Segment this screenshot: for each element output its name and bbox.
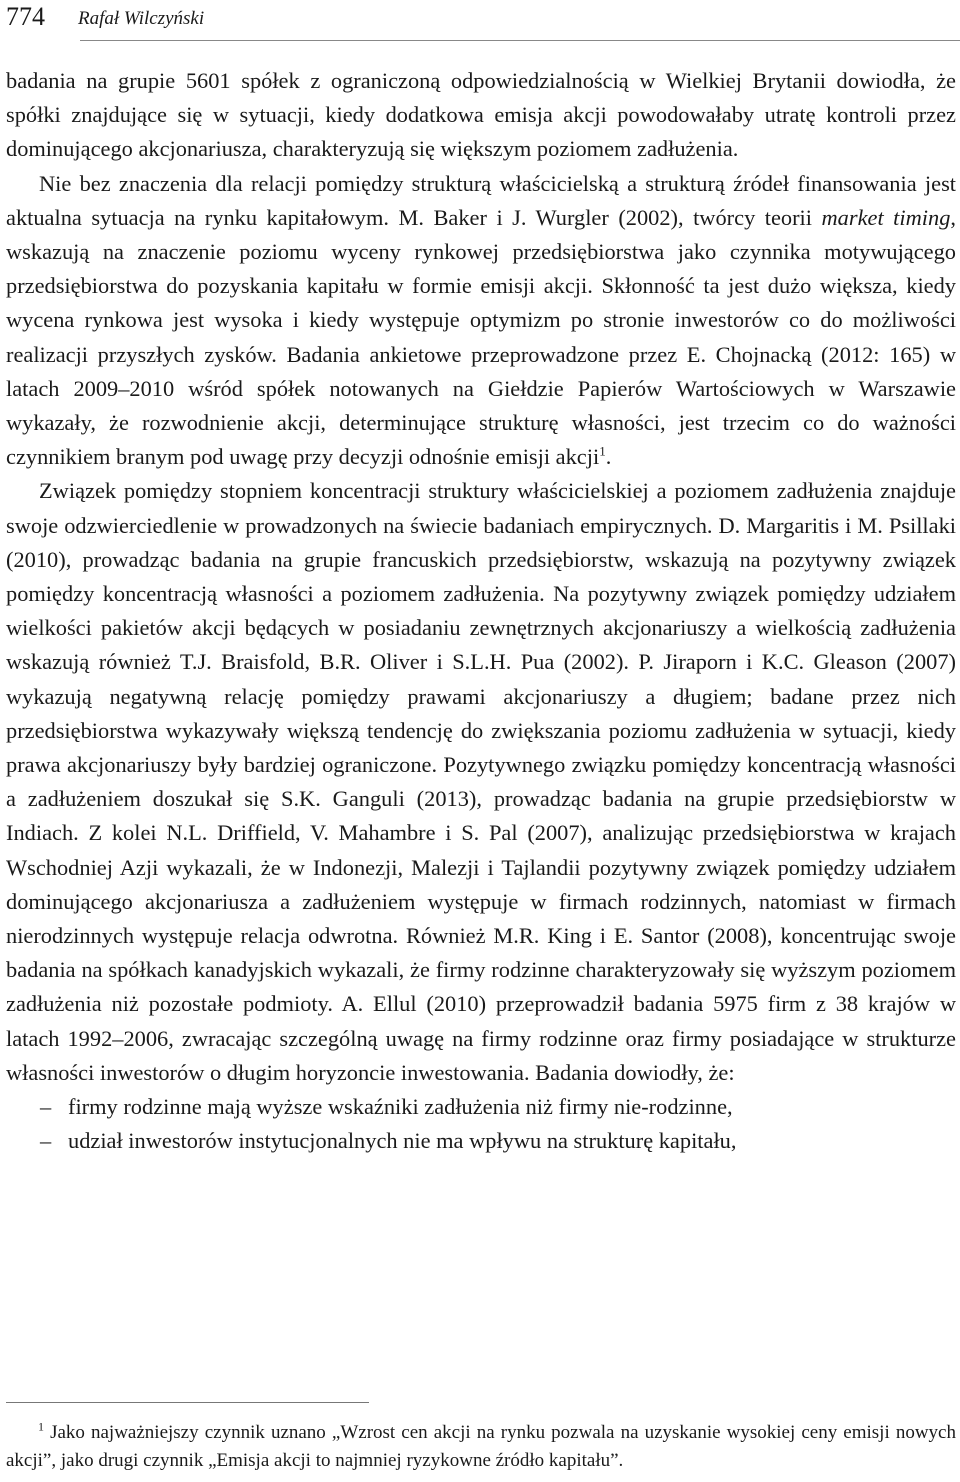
footnote-1: [6, 1419, 956, 1475]
page-header: [0, 0, 960, 44]
paragraph-2-text-b: , wskazują na znaczenie poziomu wyceny rynkowej przedsiębiorstwa jako czynnika motywującego przedsiębiorstwa do pozyskania kapitału w formie emisji akcji. Skłonność ta jest dużo większa, kiedy wycena rynkowa jest wysoka i kiedy występuje optymizm po stronie inwestorów co do możliwości realizacji przyszłych zysków. Badania ankietowe przeprowadzone przez E. Chojnacką (2012: 165) w latach 2009–2010 wśród spółek notowanych na Giełdzie Papierów Wartościowych w Warszawie wykazały, że rozwodnienie akcji, determinujące strukturę własności, jest trzecim co do ważności czynnikiem branym pod uwagę przy decyzji odnośnie emisji akcji: [6, 204, 956, 470]
list-item-text: udział inwestorów instytucjonalnych nie ma wpływu na strukturę kapitału,: [68, 1128, 737, 1154]
paragraph-2-end: .: [605, 444, 612, 470]
findings-list: [6, 1090, 956, 1158]
footnote: [6, 1419, 956, 1475]
running-head-author: Rafał Wilczyński: [78, 8, 205, 29]
list-dash: –: [40, 1094, 52, 1120]
footnote-marker: 1: [38, 1419, 44, 1434]
paragraph-1: badania na grupie 5601 spółek z ograniczoną odpowiedzialnością w Wielkiej Brytanii dowiodła, że spółki znajdujące się w sytuacji, kiedy dodatkowa emisja akcji powodowałaby utratę kontroli przez dominującego akcjonariusza, charakteryzują się większym poziomem zadłużenia.: [6, 68, 956, 162]
footnote-reference: 1: [599, 443, 606, 459]
paragraph-2-italic-term: market timing: [821, 204, 951, 230]
footnote-rule: [6, 1402, 369, 1403]
paragraph-3: Związek pomiędzy stopniem koncentracji struktury właścicielskiej a poziomem zadłużenia znajduje swoje odzwierciedlenie w prowadzonych na świecie badaniach empirycznych. D. Margaritis i M. Psillaki (2010), prowadząc badania na grupie francuskich przedsiębiorstw, wskazują na pozytywny związek pomiędzy koncentracją własności a poziomem zadłużenia. Na pozytywny związek pomiędzy udziałem wielkości pakietów akcji będących w posiadaniu zewnętrznych akcjonariuszy a wielkością zadłużenia wskazują również T.J. Braisfold, B.R. Oliver i S.L.H. Pua (2002). P. Jiraporn i K.C. Gleason (2007) wykazują negatywną relację pomiędzy prawami akcjonariuszy a długiem; badane przez nich przedsiębiorstwa wykazywały większą tendencję do zwiększania poziomu zadłużenia w sytuacji, kiedy prawa akcjonariuszy były bardziej ograniczone. Pozytywnego związku pomiędzy koncentracją własności a zadłużeniem doszukał się S.K. Ganguli (2013), prowadząc badania na grupie przedsiębiorstw w Indiach. Z kolei N.L. Driffield, V. Mahambre i S. Pal (2007), analizując przedsiębiorstwa w krajach Wschodniej Azji wykazali, że w Indonezji, Malezji i Tajlandii pozytywny związek pomiędzy udziałem dominującego akcjonariusza a zadłużeniem występuje w firmach rodzinnych, natomiast w firmach nierodzinnych występuje relacja odwrotna. Również M.R. King i E. Santor (2008), koncentrując swoje badania na spółkach kanadyjskich wykazali, że firmy rodzinne charakteryzowały się wyższym poziomem zadłużenia niż pozostałe podmioty. A. Ellul (2010) przeprowadził badania 5975 firm z 38 krajów w latach 1992–2006, zwracając szczególną uwagę na firmy rodzinne oraz firmy posiadające w strukturze własności inwestorów o długim horyzoncie inwestowania. Badania dowiodły, że:: [6, 478, 956, 1085]
list-item: [6, 1090, 956, 1124]
list-item: [6, 1124, 956, 1158]
paragraph-2: [6, 167, 956, 475]
page-number: 774: [6, 2, 45, 31]
main-text: [6, 64, 956, 1159]
header-rule: [80, 40, 960, 41]
list-dash: –: [40, 1128, 52, 1154]
footnote-text: Jako najważniejszy czynnik uznano „Wzrost cen akcji na rynku pozwala na uzyskanie wysokiej ceny emisji nowych akcji”, jako drugi czynnik „Emisja akcji to najmniej ryzykowne źródło kapitału”.: [6, 1422, 956, 1471]
list-item-text: firmy rodzinne mają wyższe wskaźniki zadłużenia niż firmy nie-rodzinne,: [68, 1094, 733, 1120]
paragraph-2-text-a: Nie bez znaczenia dla relacji pomiędzy strukturą właścicielską a strukturą źródeł finansowania jest aktualna sytuacja na rynku kapitałowym. M. Baker i J. Wurgler (2002), twórcy teorii: [6, 170, 956, 230]
